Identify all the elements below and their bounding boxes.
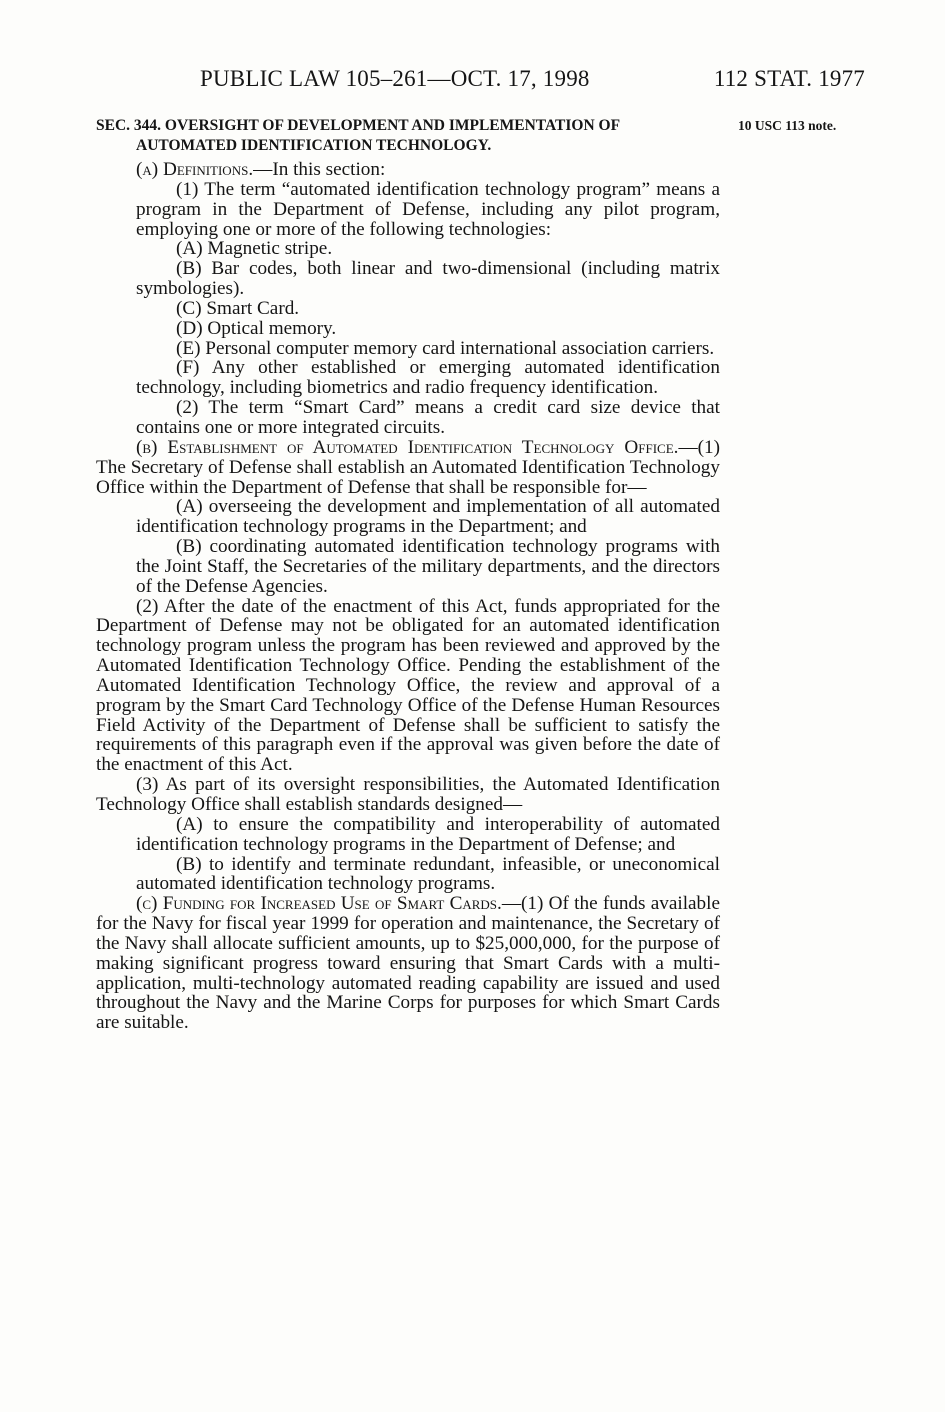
item-b3A: (A) to ensure the compatibility and interoperability of automated identification technology programs in the Department of Defense; and	[136, 813, 720, 855]
paragraph-b-heading: (b) Establishment of Automated Identification Technology Office.	[136, 436, 679, 458]
paragraph-c	[96, 894, 720, 1033]
paragraph-b	[96, 438, 720, 498]
paragraph-b2: (2) After the date of the enactment of this Act, funds appropriated for the Department of Defense may not be obligated for an automated identification technology program unless the program has been reviewed and approved by the Automated Identification Technology Office. Pending the establishment of the Automated Identification Technology Office, the review and approval of a program by the Smart Card Technology Office of the Defense Human Resources Field Activity of the Department of Defense shall be sufficient to satisfy the requirements of this paragraph even if the approval was given before the date of the enactment of this Act.	[96, 595, 720, 776]
item-a1F: (F) Any other established or emerging automated identification technology, including biometrics and radio frequency identification.	[136, 357, 720, 399]
item-a1C: (C) Smart Card.	[176, 297, 300, 319]
header-stat-citation: 112 STAT. 1977	[713, 66, 865, 91]
margin-note: 10 USC 113 note.	[738, 118, 837, 133]
paragraph-c-heading: (c) Funding for Increased Use of Smart Cards.	[136, 893, 502, 915]
item-b1A: (A) overseeing the development and implementation of all automated identification technology programs in the Department; and	[136, 496, 720, 538]
item-a1D: (D) Optical memory.	[176, 317, 337, 339]
item-b1B: (B) coordinating automated identification technology programs with the Joint Staff, the Secretaries of the military departments, and the directors of the Defense Agencies.	[136, 536, 720, 597]
item-b3B: (B) to identify and terminate redundant, infeasible, or uneconomical automated identification technology programs.	[136, 853, 720, 895]
item-a1E: (E) Personal computer memory card international association carriers.	[176, 337, 715, 359]
paragraph-a2: (2) The term “Smart Card” means a credit card size device that contains one or more integrated circuits.	[136, 397, 720, 438]
paragraph-b1-text: —(1) The Secretary of Defense shall establish an Automated Identification Technology Office within the Department of Defense that shall be responsible for—	[96, 436, 720, 498]
section-heading-line2: AUTOMATED IDENTIFICATION TECHNOLOGY.	[136, 137, 492, 154]
paragraph-a	[96, 160, 720, 180]
paragraph-a-text: —In this section:	[253, 159, 386, 180]
paragraph-a1-text: (1) The term “automated identification technology program” means a program in the Department of Defense, including any pilot program, employing one or more of the following technologies:	[136, 178, 720, 240]
paragraph-a1	[96, 180, 720, 240]
item-a1B: (B) Bar codes, both linear and two-dimensional (including matrix symbologies).	[136, 258, 720, 300]
paragraph-b3: (3) As part of its oversight responsibilities, the Automated Identification Technology Office shall establish standards designed—	[96, 774, 720, 815]
paragraph-a-heading: (a) Definitions.	[136, 159, 254, 180]
paragraph-c1-text: —(1) Of the funds available for the Navy for fiscal year 1999 for operation and maintenance, the Secretary of the Navy shall allocate sufficient amounts, up to $25,000,000, for the purpose of making significant progress toward ensuring that Smart Cards with a multi-application, multi-technology automated reading capability are issued and used throughout the Navy and the Marine Corps for purposes for which Smart Cards are suitable.	[96, 893, 720, 1034]
section-body	[96, 160, 720, 1033]
section-heading-line1: SEC. 344. OVERSIGHT OF DEVELOPMENT AND IMPLEMENTATION OF	[96, 117, 621, 134]
section-heading	[96, 116, 726, 156]
header-title: PUBLIC LAW 105–261—OCT. 17, 1998	[200, 66, 590, 91]
item-a1A: (A) Magnetic stripe.	[176, 238, 333, 260]
